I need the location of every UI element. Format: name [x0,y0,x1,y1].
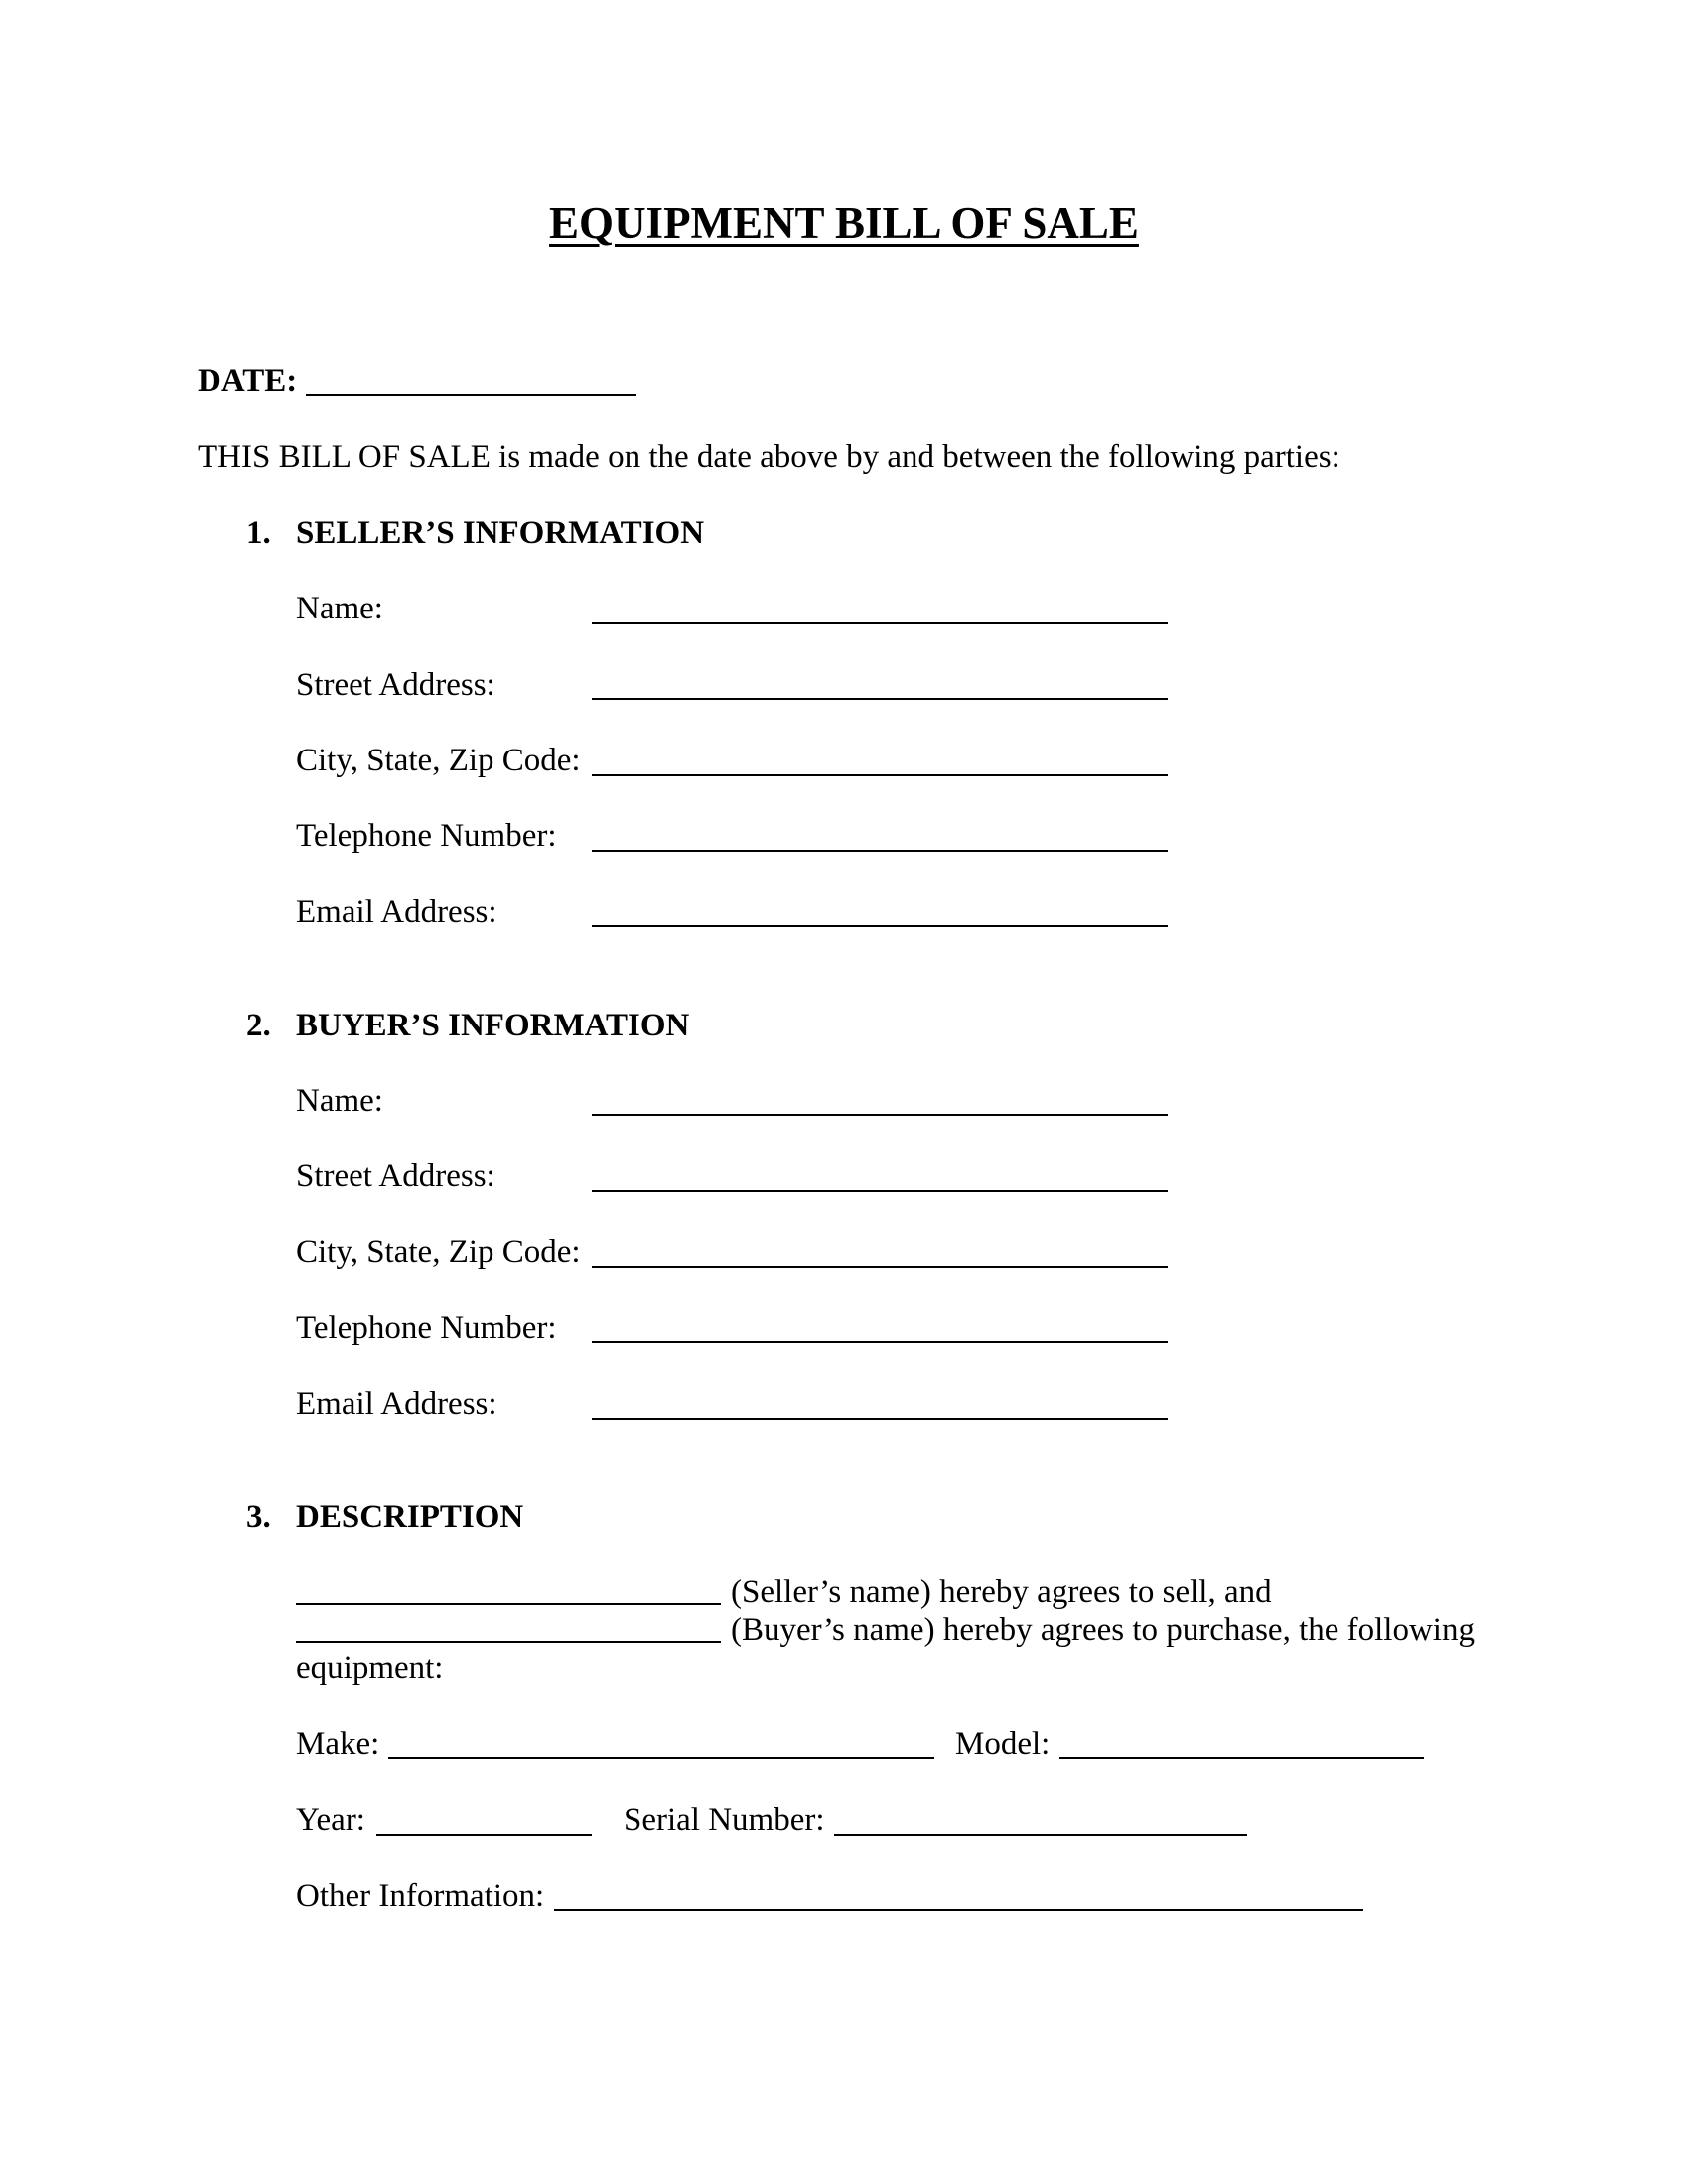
buyer-name-blank[interactable] [296,1641,721,1643]
model-field[interactable] [1059,1757,1424,1759]
seller-agreement-text: (Seller’s name) hereby agrees to sell, and [731,1574,1272,1610]
other-information-field[interactable] [554,1909,1363,1911]
date-field[interactable] [306,394,636,396]
intro-text: THIS BILL OF SALE is made on the date above by and between the following parties: [198,439,1340,475]
other-information-label: Other Information: [296,1878,545,1914]
serial-number-label: Serial Number: [624,1802,825,1838]
seller-section-heading: SELLER’S INFORMATION [296,515,705,551]
seller-city-label: City, State, Zip Code: [296,743,581,778]
seller-phone-field[interactable] [592,850,1168,852]
buyer-city-field[interactable] [592,1266,1168,1268]
buyer-city-label: City, State, Zip Code: [296,1234,581,1270]
buyer-email-label: Email Address: [296,1386,497,1422]
buyer-section-heading: BUYER’S INFORMATION [296,1008,690,1043]
serial-number-field[interactable] [834,1834,1247,1836]
date-label: DATE: [198,363,298,399]
buyer-phone-label: Telephone Number: [296,1310,557,1346]
buyer-street-field[interactable] [592,1190,1168,1192]
seller-email-label: Email Address: [296,894,497,930]
seller-name-field[interactable] [592,622,1168,624]
buyer-email-field[interactable] [592,1418,1168,1420]
make-field[interactable] [388,1757,934,1759]
seller-email-field[interactable] [592,925,1168,927]
seller-street-label: Street Address: [296,667,495,703]
equipment-continuation-text: equipment: [296,1650,444,1686]
section-number: 1. [246,515,271,551]
model-label: Model: [955,1726,1051,1762]
description-section-heading: DESCRIPTION [296,1499,524,1535]
buyer-agreement-text: (Buyer’s name) hereby agrees to purchase, the following [731,1612,1475,1648]
seller-street-field[interactable] [592,698,1168,700]
document-title: EQUIPMENT BILL OF SALE [549,199,1139,248]
seller-phone-label: Telephone Number: [296,818,557,854]
buyer-phone-field[interactable] [592,1341,1168,1343]
seller-city-field[interactable] [592,774,1168,776]
buyer-name-field[interactable] [592,1114,1168,1116]
make-label: Make: [296,1726,380,1762]
year-field[interactable] [376,1834,592,1836]
section-number: 3. [246,1499,271,1535]
section-number: 2. [246,1008,271,1043]
seller-name-blank[interactable] [296,1603,721,1605]
seller-name-label: Name: [296,591,383,626]
buyer-street-label: Street Address: [296,1159,495,1194]
buyer-name-label: Name: [296,1083,383,1119]
year-label: Year: [296,1802,365,1838]
